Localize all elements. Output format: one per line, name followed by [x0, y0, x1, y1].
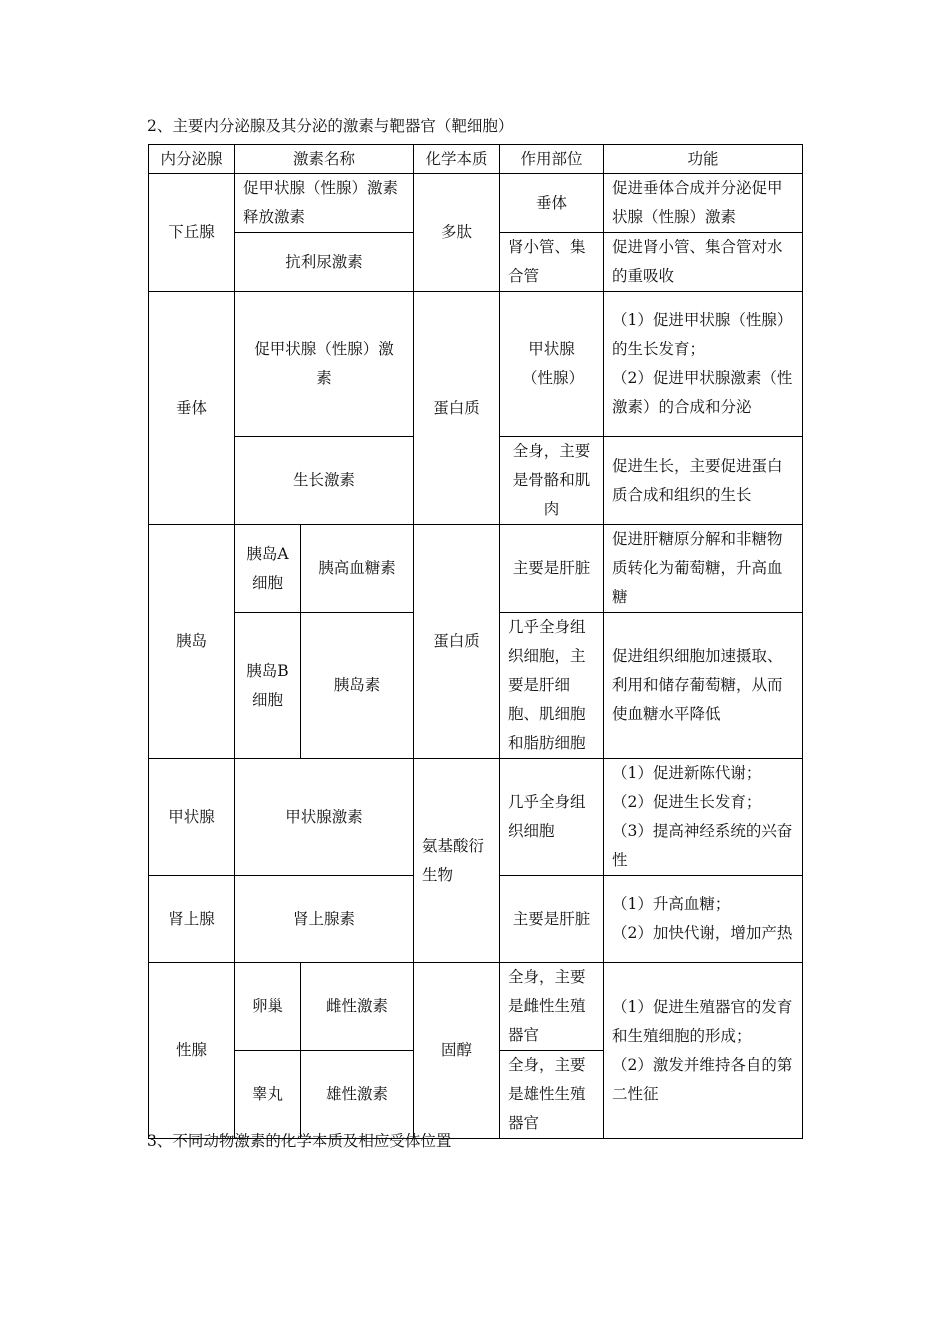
- table-row: [149, 525, 803, 613]
- site-cell: 全身，主要是雌性生殖器官: [500, 963, 604, 1051]
- chem-cell: 氨基酸衍生物: [414, 759, 500, 963]
- section-heading-3: 3、不同动物激素的化学本质及相应受体位置: [147, 1132, 452, 1150]
- header-hormone: 激素名称: [235, 145, 414, 174]
- site-cell: 几乎全身组织细胞，主要是肝细胞、肌细胞和脂肪细胞: [500, 613, 604, 759]
- hormone-cell: 促甲状腺（性腺）激素释放激素: [235, 174, 414, 233]
- function-line: （1）促进甲状腺（性腺）的生长发育；: [612, 311, 793, 358]
- gland-cell: 肾上腺: [149, 876, 235, 963]
- function-line: （2）促进生长发育；: [612, 793, 762, 811]
- hormone-cell: 肾上腺素: [235, 876, 414, 963]
- header-chem: 化学本质: [414, 145, 500, 174]
- function-cell: 促进肝糖原分解和非糖物质转化为葡萄糖，升高血糖: [604, 525, 803, 613]
- hormone-cell: 雄性激素: [301, 1051, 414, 1139]
- endocrine-table: [148, 144, 803, 1139]
- site-cell: 肾小管、集合管: [500, 233, 604, 292]
- organ-cell: 睾丸: [235, 1051, 301, 1139]
- table-row: [149, 759, 803, 876]
- function-cell: [604, 963, 803, 1139]
- hormone-cell: 胰岛素: [301, 613, 414, 759]
- site-cell: 几乎全身组织细胞: [500, 759, 604, 876]
- section-heading-2: 2、主要内分泌腺及其分泌的激素与靶器官（靶细胞）: [147, 117, 514, 135]
- hormone-cell: 雌性激素: [301, 963, 414, 1051]
- function-cell: 促进垂体合成并分泌促甲状腺（性腺）激素: [604, 174, 803, 233]
- chem-cell: 蛋白质: [414, 292, 500, 525]
- function-line: （2）激发并维持各自的第二性征: [612, 1055, 793, 1103]
- header-gland: 内分泌腺: [149, 145, 235, 174]
- site-cell: 垂体: [500, 174, 604, 233]
- gland-cell: 胰岛: [149, 525, 235, 759]
- function-cell: [604, 292, 803, 437]
- function-line: （3）提高神经系统的兴奋性: [612, 822, 793, 869]
- function-line: （2）促进甲状腺激素（性激素）的合成和分泌: [612, 369, 793, 416]
- function-cell: 促进肾小管、集合管对水的重吸收: [604, 233, 803, 292]
- hormone-cell: 抗利尿激素: [235, 233, 414, 292]
- header-function: 功能: [604, 145, 803, 174]
- table-row: [149, 963, 803, 1051]
- gland-cell: 甲状腺: [149, 759, 235, 876]
- gland-cell: 下丘腺: [149, 174, 235, 292]
- chem-cell: 固醇: [414, 963, 500, 1139]
- function-line: （2）加快代谢，增加产热: [612, 924, 793, 942]
- function-line: （1）升高血糖；: [612, 895, 731, 913]
- chem-cell: 蛋白质: [414, 525, 500, 759]
- site-cell: 甲状腺（性腺）: [500, 292, 604, 437]
- site-cell: 主要是肝脏: [500, 876, 604, 963]
- function-line: （1）促进生殖器官的发育和生殖细胞的形成；: [612, 997, 793, 1045]
- function-cell: [604, 876, 803, 963]
- function-cell: 促进生长，主要促进蛋白质合成和组织的生长: [604, 437, 803, 525]
- header-site: 作用部位: [500, 145, 604, 174]
- table-header-row: [149, 145, 803, 174]
- function-cell: [604, 759, 803, 876]
- gland-cell: 性腺: [149, 963, 235, 1139]
- table-row: [149, 174, 803, 233]
- site-cell: 全身，主要是雄性生殖器官: [500, 1051, 604, 1139]
- cell-type-cell: 胰岛B细胞: [235, 613, 301, 759]
- hormone-cell: 甲状腺激素: [235, 759, 414, 876]
- site-cell: 全身，主要是骨骼和肌肉: [500, 437, 604, 525]
- table-row: [149, 292, 803, 437]
- hormone-cell: 胰高血糖素: [301, 525, 414, 613]
- site-cell: 主要是肝脏: [500, 525, 604, 613]
- organ-cell: 卵巢: [235, 963, 301, 1051]
- cell-type-cell: 胰岛A细胞: [235, 525, 301, 613]
- function-cell: 促进组织细胞加速摄取、利用和储存葡萄糖，从而使血糖水平降低: [604, 613, 803, 759]
- function-line: （1）促进新陈代谢；: [612, 764, 762, 782]
- gland-cell: 垂体: [149, 292, 235, 525]
- hormone-cell: 促甲状腺（性腺）激素: [235, 292, 414, 437]
- hormone-cell: 生长激素: [235, 437, 414, 525]
- chem-cell: 多肽: [414, 174, 500, 292]
